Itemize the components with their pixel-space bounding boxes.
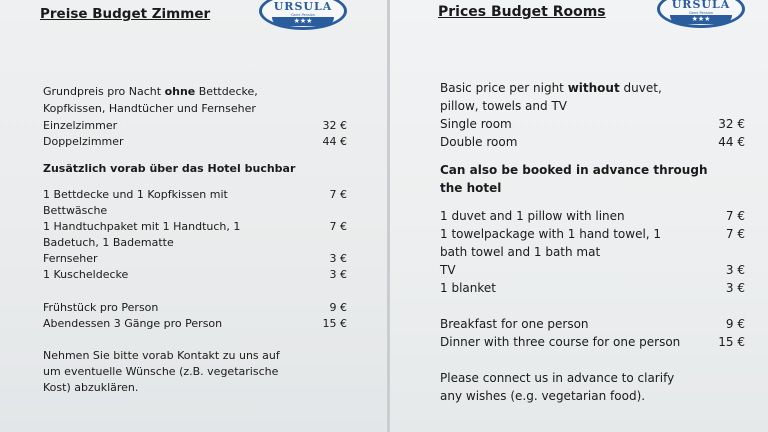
dinner-label: Abendessen 3 Gänge pro Person	[43, 317, 223, 330]
hotel-logo	[657, 0, 745, 28]
blanket-label: 1 Kuscheldecke	[43, 268, 129, 281]
towel-line-2: Badetuch, 1 Badematte	[43, 236, 174, 249]
tv-label: Fernseher	[43, 252, 98, 265]
single-room-label: Einzelzimmer	[43, 119, 118, 132]
extras-heading-line-1: Can also be booked in advance through	[440, 163, 708, 177]
duvet-line-2: Bettwäsche	[43, 204, 108, 217]
single-room-price: 32 €	[322, 119, 347, 132]
tv-price: 3 €	[329, 252, 347, 265]
dinner-price: 15 €	[322, 317, 347, 330]
breakfast-price: 9 €	[329, 301, 347, 314]
dinner-price: 15 €	[718, 335, 745, 349]
double-room-price: 44 €	[322, 135, 347, 148]
towel-price: 7 €	[329, 220, 347, 233]
page-title: Preise Budget Zimmer	[40, 6, 211, 22]
double-room-label: Double room	[440, 135, 518, 149]
double-room-price: 44 €	[718, 135, 745, 149]
logo-stars: ★★★	[670, 15, 732, 24]
dinner-label: Dinner with three course for one person	[440, 335, 681, 349]
page-title: Prices Budget Rooms	[438, 4, 606, 20]
duvet-price: 7 €	[725, 209, 745, 223]
extras-heading-line-2: the hotel	[440, 181, 502, 195]
intro-line-1: Grundpreis pro Nacht ohne Bettdecke,	[43, 85, 258, 98]
single-room-label: Single room	[440, 117, 512, 131]
towel-line-1: 1 Handtuchpaket mit 1 Handtuch, 1	[43, 220, 241, 233]
duvet-line-1: 1 duvet and 1 pillow with linen	[440, 209, 625, 223]
blanket-price: 3 €	[329, 268, 347, 281]
logo-name: URSULA	[671, 0, 731, 11]
duvet-line-1: 1 Bettdecke und 1 Kopfkissen mit	[43, 188, 228, 201]
blanket-price: 3 €	[725, 281, 745, 295]
duvet-price: 7 €	[329, 188, 347, 201]
note-line-1: Nehmen Sie bitte vorab Kontakt zu uns auf	[43, 349, 280, 362]
single-room-price: 32 €	[718, 117, 745, 131]
intro-line-1: Basic price per night without duvet,	[440, 81, 662, 95]
logo-subtitle: Garni Pension	[290, 13, 316, 17]
hotel-logo	[259, 0, 347, 30]
logo-stars: ★★★	[272, 17, 334, 26]
towel-line-1: 1 towelpackage with 1 hand towel, 1	[440, 227, 662, 241]
intro-line-2: pillow, towels and TV	[440, 99, 567, 113]
breakfast-price: 9 €	[725, 317, 745, 331]
note-line-3: Kost) abzuklären.	[43, 381, 139, 394]
breakfast-label: Frühstück pro Person	[43, 301, 159, 314]
breakfast-label: Breakfast for one person	[440, 317, 589, 331]
towel-line-2: bath towel and 1 bath mat	[440, 245, 601, 259]
double-room-label: Doppelzimmer	[43, 135, 124, 148]
note-line-1: Please connect us in advance to clarify	[440, 371, 675, 385]
towel-price: 7 €	[725, 227, 745, 241]
price-sheet-english	[390, 0, 768, 432]
tv-price: 3 €	[725, 263, 745, 277]
tv-label: TV	[440, 263, 456, 277]
note-line-2: um eventuelle Wünsche (z.B. vegetarische	[43, 365, 279, 378]
blanket-label: 1 blanket	[440, 281, 496, 295]
logo-subtitle: Garni Pension	[688, 11, 714, 15]
logo-name: URSULA	[273, 0, 333, 13]
extras-heading: Zusätzlich vorab über das Hotel buchbar	[43, 162, 296, 175]
intro-line-2: Kopfkissen, Handtücher und Fernseher	[43, 102, 256, 115]
note-line-2: any wishes (e.g. vegetarian food).	[440, 389, 646, 403]
